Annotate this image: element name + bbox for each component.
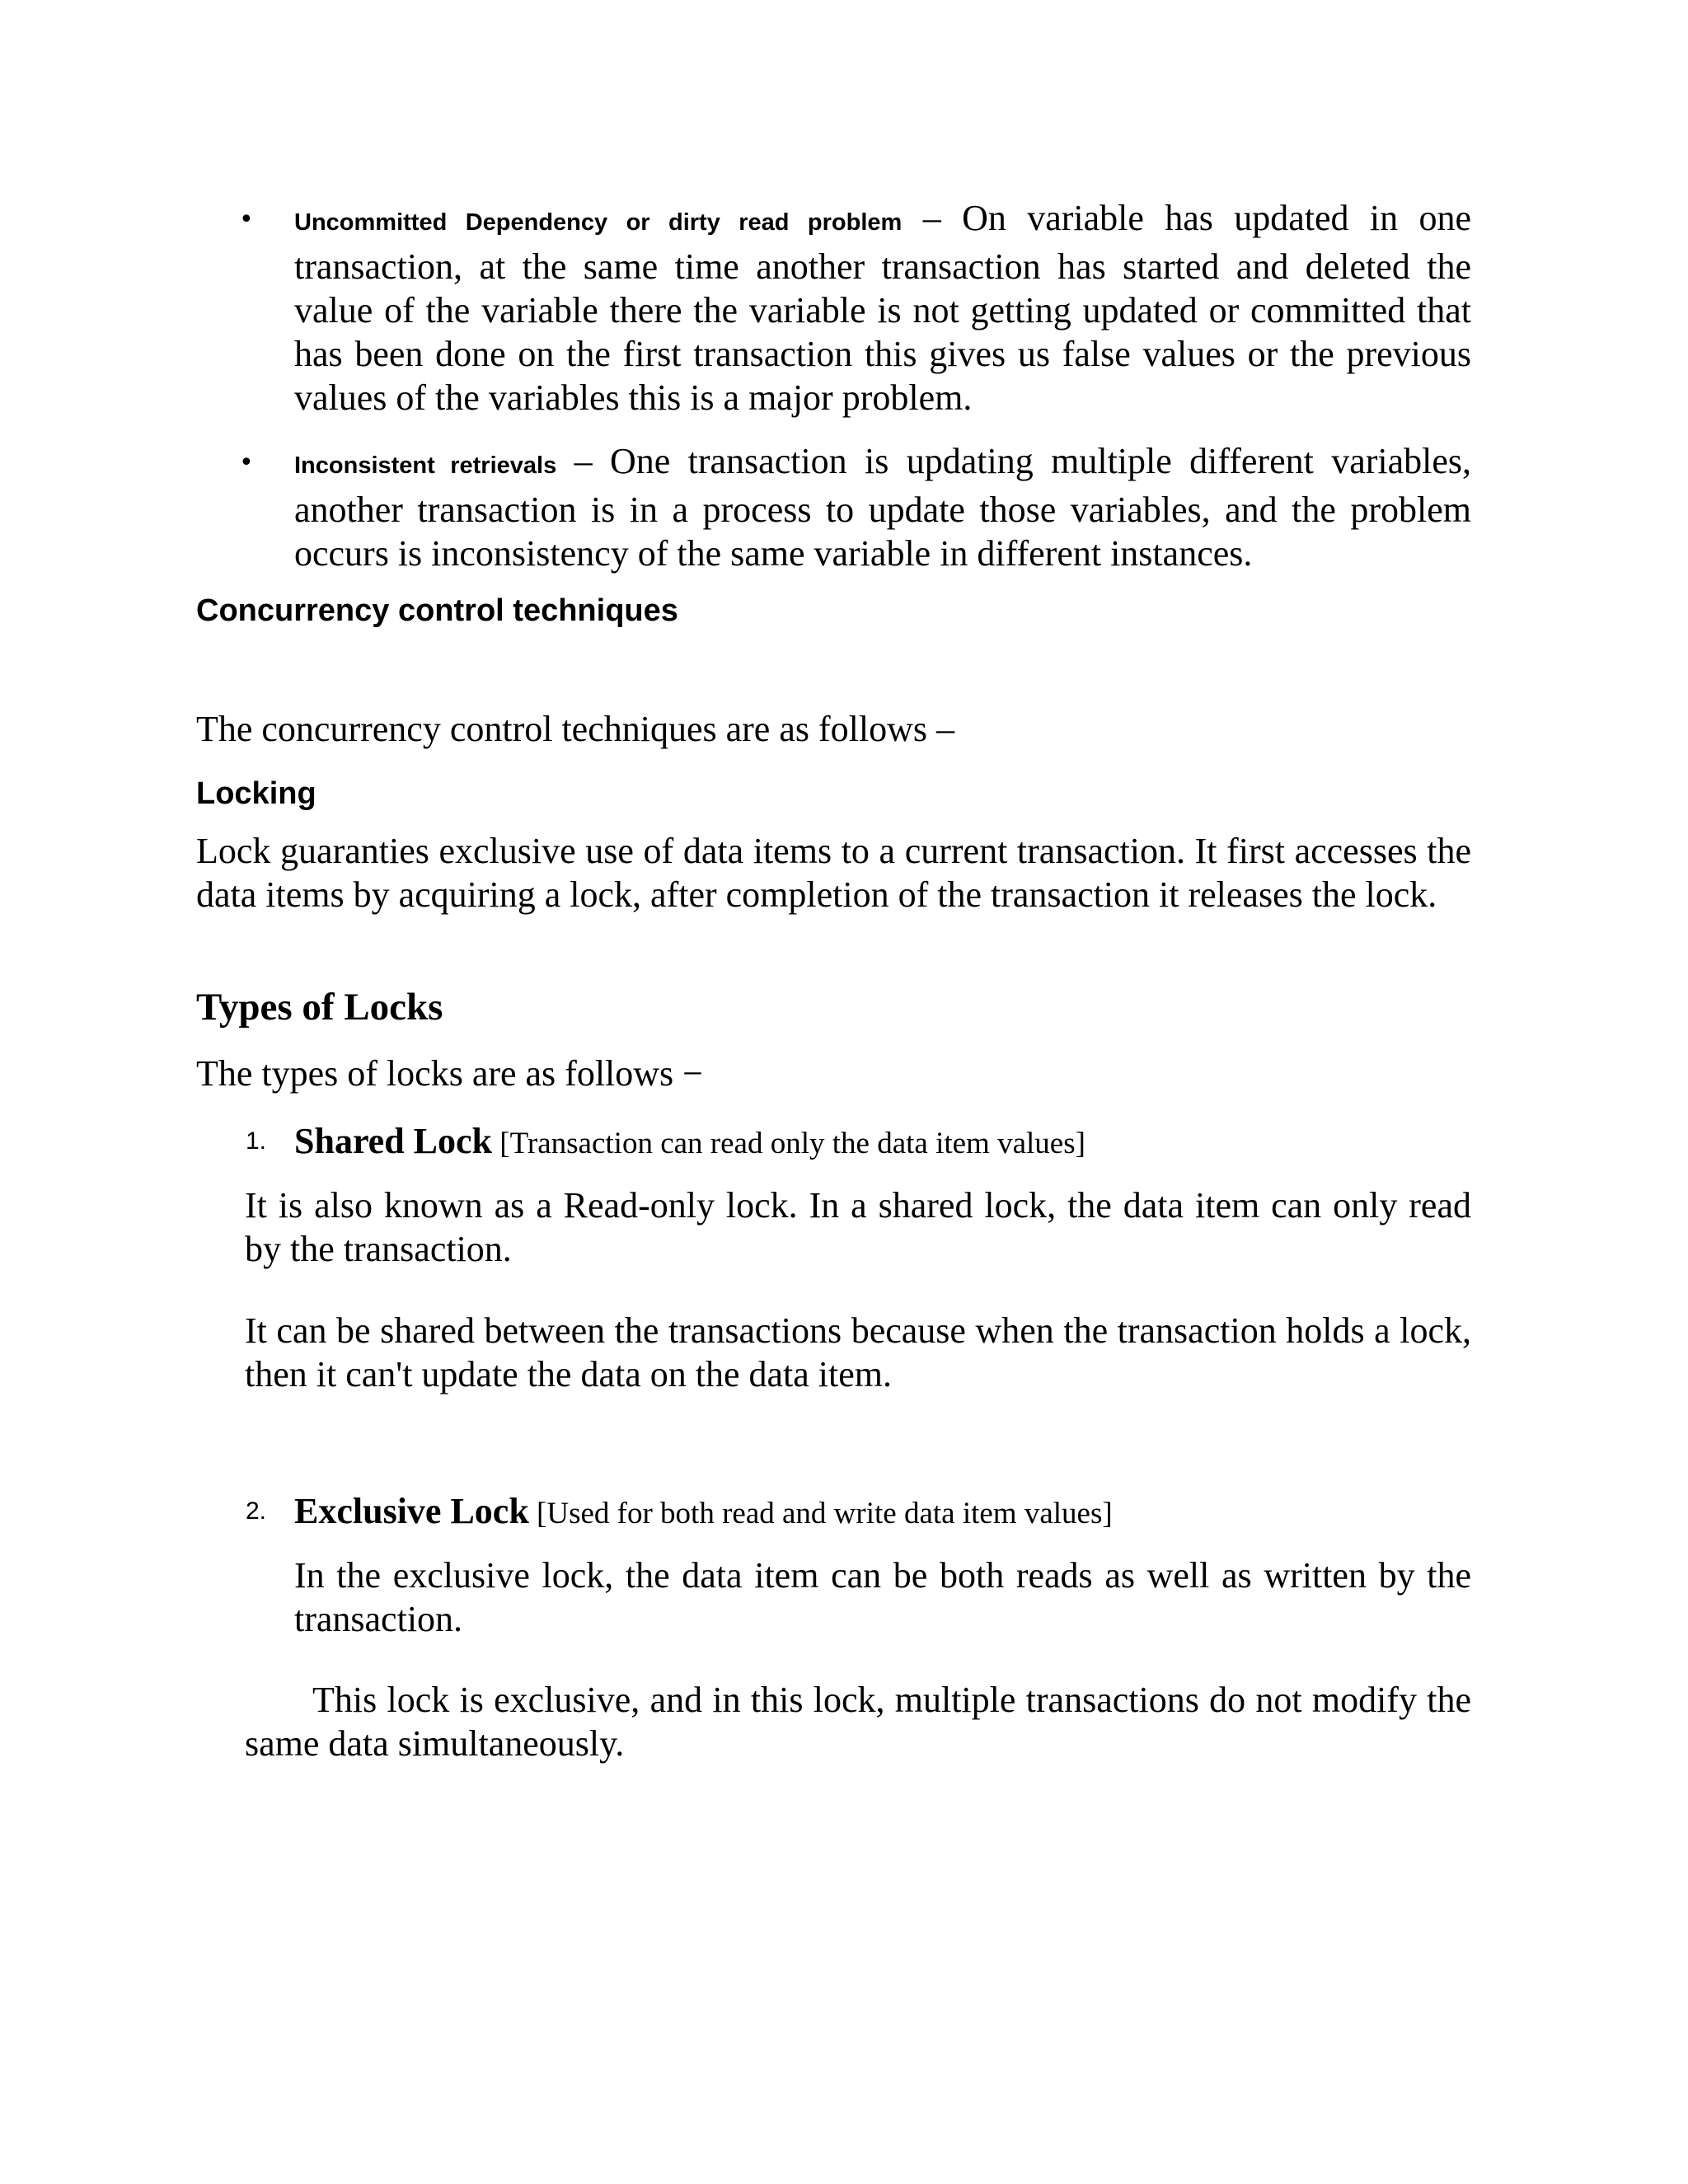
exclusive-lock-paragraph-2: This lock is exclusive, and in this lock, multiple transactions do not modify the same data simultaneously. — [245, 1680, 1471, 1764]
types-intro: The types of locks are as follows − — [196, 1053, 703, 1094]
bullet-term: Inconsistent retrievals — [294, 452, 557, 479]
shared-lock-paragraph-1: It is also known as a Read-only lock. In a shared lock, the data item can only read by the transaction. — [245, 1185, 1471, 1269]
bullet-item-dirty-read — [294, 196, 1471, 419]
locking-paragraph: Lock guaranties exclusive use of data items to a current transaction. It first accesses the data items by acquiring a lock, after completion of the transaction it releases the lock. — [196, 831, 1471, 915]
exclusive-lock-title — [294, 1488, 1113, 1543]
lock-note: [Transaction can read only the data item values] — [492, 1127, 1085, 1160]
bullet-term: Uncommitted Dependency or dirty read problem — [294, 209, 903, 236]
locking-heading: Locking — [196, 776, 316, 811]
lock-note: [Used for both read and write data item values] — [528, 1497, 1113, 1530]
bullet-item-inconsistent-retrievals — [294, 439, 1471, 575]
list-number: 2. — [246, 1497, 267, 1525]
bullet-dash: – — [902, 198, 963, 238]
bullet-marker: • — [239, 448, 254, 477]
lock-name: Exclusive Lock — [294, 1491, 529, 1531]
list-number: 1. — [246, 1127, 267, 1155]
shared-lock-paragraph-2: It can be shared between the transactions because when the transaction holds a lock, then it can't update the data on the data item. — [245, 1310, 1471, 1394]
bullet-dash: – — [556, 441, 610, 481]
bullet-text: On variable has updated in one transaction, at the same time another transaction has started and deleted the value of the variable there the variable is not getting updated or committed that has been done on the first transaction this gives us false values or the previous values of the variables this is a major problem. — [294, 198, 1472, 418]
lock-name: Shared Lock — [294, 1121, 493, 1161]
intro-text: The concurrency control techniques are as follows – — [196, 709, 954, 749]
shared-lock-title — [294, 1118, 1085, 1173]
exclusive-lock-paragraph-1: In the exclusive lock, the data item can be both reads as well as written by the transaction. — [294, 1555, 1471, 1639]
bullet-marker: • — [239, 205, 254, 234]
bullet-text: One transaction is updating multiple different variables, another transaction is in a process to update those variables, and the problem occurs is inconsistency of the same variable in different instances. — [294, 441, 1472, 574]
section-heading: Concurrency control techniques — [196, 593, 678, 628]
types-heading: Types of Locks — [196, 986, 443, 1029]
